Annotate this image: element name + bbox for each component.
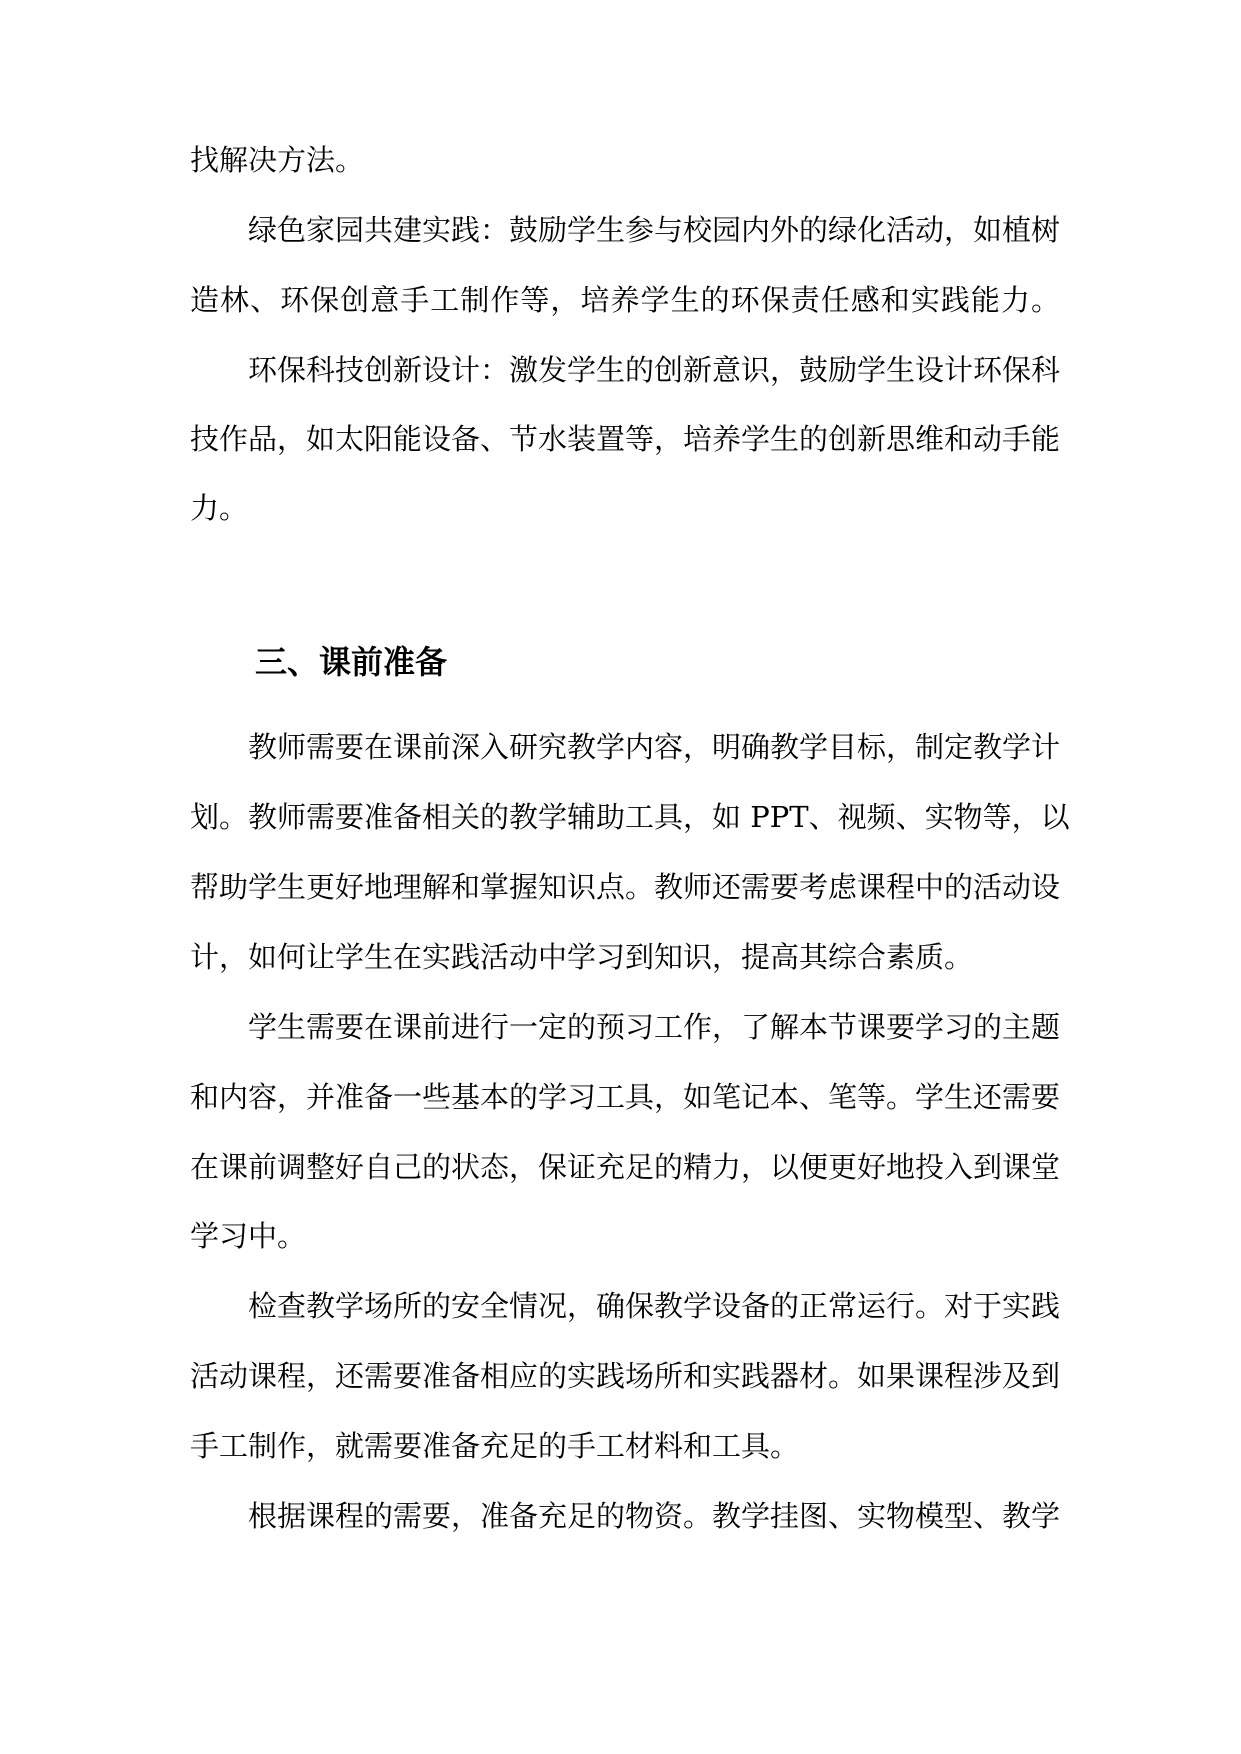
paragraph-line: 根据课程的需要，准备充足的物资。教学挂图、实物模型、教学 [248, 1499, 1061, 1533]
section-heading: 三、课前准备 [255, 643, 448, 681]
paragraph-line: 计，如何让学生在实践活动中学习到知识，提高其综合素质。 [190, 940, 974, 974]
paragraph-line: 划。教师需要准备相关的教学辅助工具，如 PPT、视频、实物等，以 [190, 800, 1070, 834]
paragraph-line: 环保科技创新设计：激发学生的创新意识，鼓励学生设计环保科 [248, 353, 1061, 387]
paragraph-line: 检查教学场所的安全情况，确保教学设备的正常运行。对于实践 [248, 1289, 1061, 1323]
paragraph-line: 技作品，如太阳能设备、节水装置等，培养学生的创新思维和动手能 [190, 422, 1061, 456]
paragraph-line: 力。 [190, 491, 249, 525]
paragraph-line: 手工制作，就需要准备充足的手工材料和工具。 [190, 1429, 800, 1463]
paragraph-line: 帮助学生更好地理解和掌握知识点。教师还需要考虑课程中的活动设 [190, 870, 1061, 904]
paragraph-line: 找解决方法。 [190, 143, 365, 177]
paragraph-line: 教师需要在课前深入研究教学内容，明确教学目标，制定教学计 [248, 730, 1061, 764]
paragraph-line: 和内容，并准备一些基本的学习工具，如笔记本、笔等。学生还需要 [190, 1080, 1061, 1114]
paragraph-line: 在课前调整好自己的状态，保证充足的精力，以便更好地投入到课堂 [190, 1150, 1061, 1184]
paragraph-line: 绿色家园共建实践：鼓励学生参与校园内外的绿化活动，如植树 [248, 213, 1061, 247]
paragraph-line: 造林、环保创意手工制作等，培养学生的环保责任感和实践能力。 [190, 283, 1060, 317]
paragraph-line: 活动课程，还需要准备相应的实践场所和实践器材。如果课程涉及到 [190, 1359, 1061, 1393]
paragraph-line: 学习中。 [190, 1219, 307, 1253]
paragraph-line: 学生需要在课前进行一定的预习工作，了解本节课要学习的主题 [248, 1010, 1061, 1044]
